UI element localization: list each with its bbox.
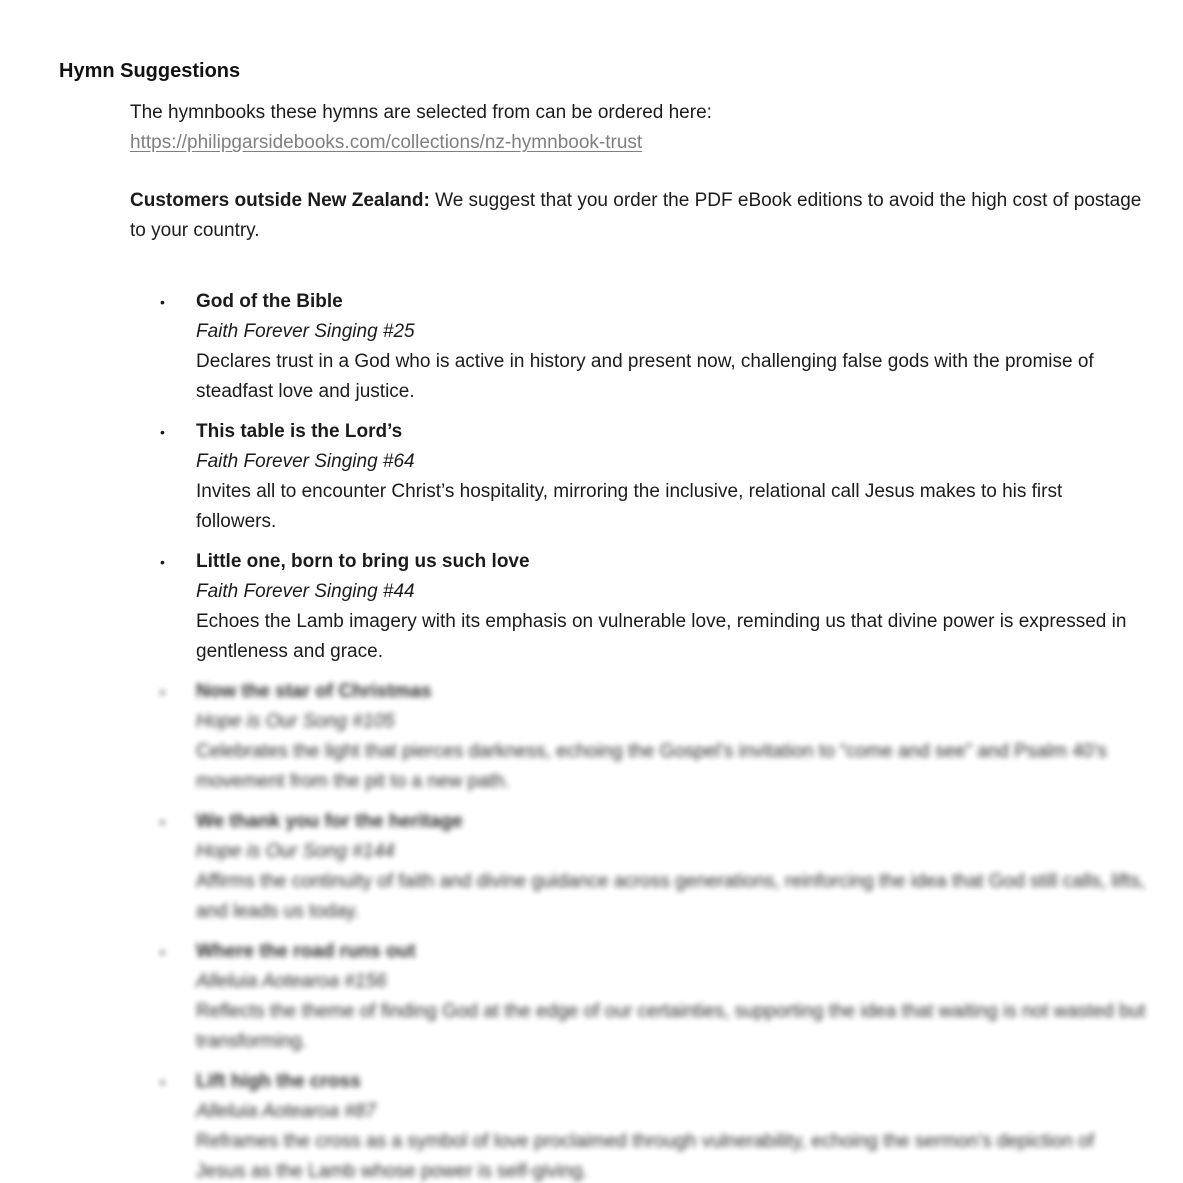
hymn-list-item (130, 1067, 1147, 1183)
hymnbook-order-link[interactable]: https://philipgarsidebooks.com/collections/nz-hymnbook-trust (130, 132, 643, 153)
hymn-list-item (130, 547, 1147, 667)
hymn-title: This table is the Lord’s (196, 421, 403, 442)
hymn-list-item (130, 417, 1147, 537)
bullet-icon: • (160, 684, 165, 700)
hymn-text-block (196, 807, 1147, 927)
hymn-description: Reflects the theme of finding God at the edge of our certainties, supporting the idea that waiting is not wasted but transforming. (196, 1001, 1146, 1052)
hymn-source: Alleluia Aotearoa #156 (196, 971, 387, 992)
hymn-text-block (196, 1067, 1147, 1183)
document-content (130, 98, 1147, 1183)
hymn-title: Now the star of Christmas (196, 681, 432, 702)
bullet-icon: • (160, 814, 165, 830)
hymn-title: Little one, born to bring us such love (196, 551, 530, 572)
intro-paragraph (130, 98, 1147, 158)
hymn-description: Affirms the continuity of faith and divine guidance across generations, reinforcing the idea that God still calls, lifts, and leads us today. (196, 871, 1146, 922)
hymn-list (130, 287, 1147, 1183)
hymn-source: Faith Forever Singing #44 (196, 581, 415, 602)
bullet-icon: • (160, 944, 165, 960)
hymn-source: Hope is Our Song #144 (196, 841, 395, 862)
hymn-description: Declares trust in a God who is active in history and present now, challenging false gods with the promise of steadfast love and justice. (196, 351, 1094, 402)
hymn-title: We thank you for the heritage (196, 811, 463, 832)
hymn-description: Celebrates the light that pierces darkness, echoing the Gospel’s invitation to “come and see” and Psalm 40’s movement from the pit to a new path. (196, 741, 1107, 792)
page-title: Hymn Suggestions (59, 60, 241, 82)
hymn-text-block (196, 937, 1147, 1057)
hymn-list-item (130, 807, 1147, 927)
hymn-title: Lift high the cross (196, 1071, 361, 1092)
hymn-title: Where the road runs out (196, 941, 416, 962)
hymn-text-block (196, 287, 1147, 407)
hymn-source: Faith Forever Singing #25 (196, 321, 415, 342)
bullet-icon: • (160, 424, 165, 440)
hymn-description: Invites all to encounter Christ’s hospitality, mirroring the inclusive, relational call Jesus makes to his first followers. (196, 481, 1063, 532)
intro-text: The hymnbooks these hymns are selected from can be ordered here: (130, 102, 712, 123)
bullet-icon: • (160, 294, 165, 310)
hymn-text-block (196, 547, 1147, 667)
notice-paragraph (130, 186, 1147, 246)
notice-lead: Customers outside New Zealand: (130, 190, 430, 211)
hymn-text-block (196, 417, 1147, 537)
hymn-list-item (130, 287, 1147, 407)
bullet-icon: • (160, 1074, 165, 1090)
hymn-list-item (130, 937, 1147, 1057)
bullet-icon: • (160, 554, 165, 570)
hymn-source: Alleluia Aotearoa #87 (196, 1101, 376, 1122)
hymn-description: Reframes the cross as a symbol of love proclaimed through vulnerability, echoing the sermon’s depiction of Jesus as the Lamb whose power is self-giving. (196, 1131, 1095, 1182)
hymn-list-item (130, 677, 1147, 797)
hymn-source: Faith Forever Singing #64 (196, 451, 415, 472)
hymn-description: Echoes the Lamb imagery with its emphasis on vulnerable love, reminding us that divine power is expressed in gentleness and grace. (196, 611, 1127, 662)
notice-text: We suggest that you order the PDF eBook editions to avoid the high cost of postage to your country. (130, 190, 1142, 241)
hymn-source: Hope is Our Song #105 (196, 711, 395, 732)
hymn-title: God of the Bible (196, 291, 343, 312)
hymn-text-block (196, 677, 1147, 797)
